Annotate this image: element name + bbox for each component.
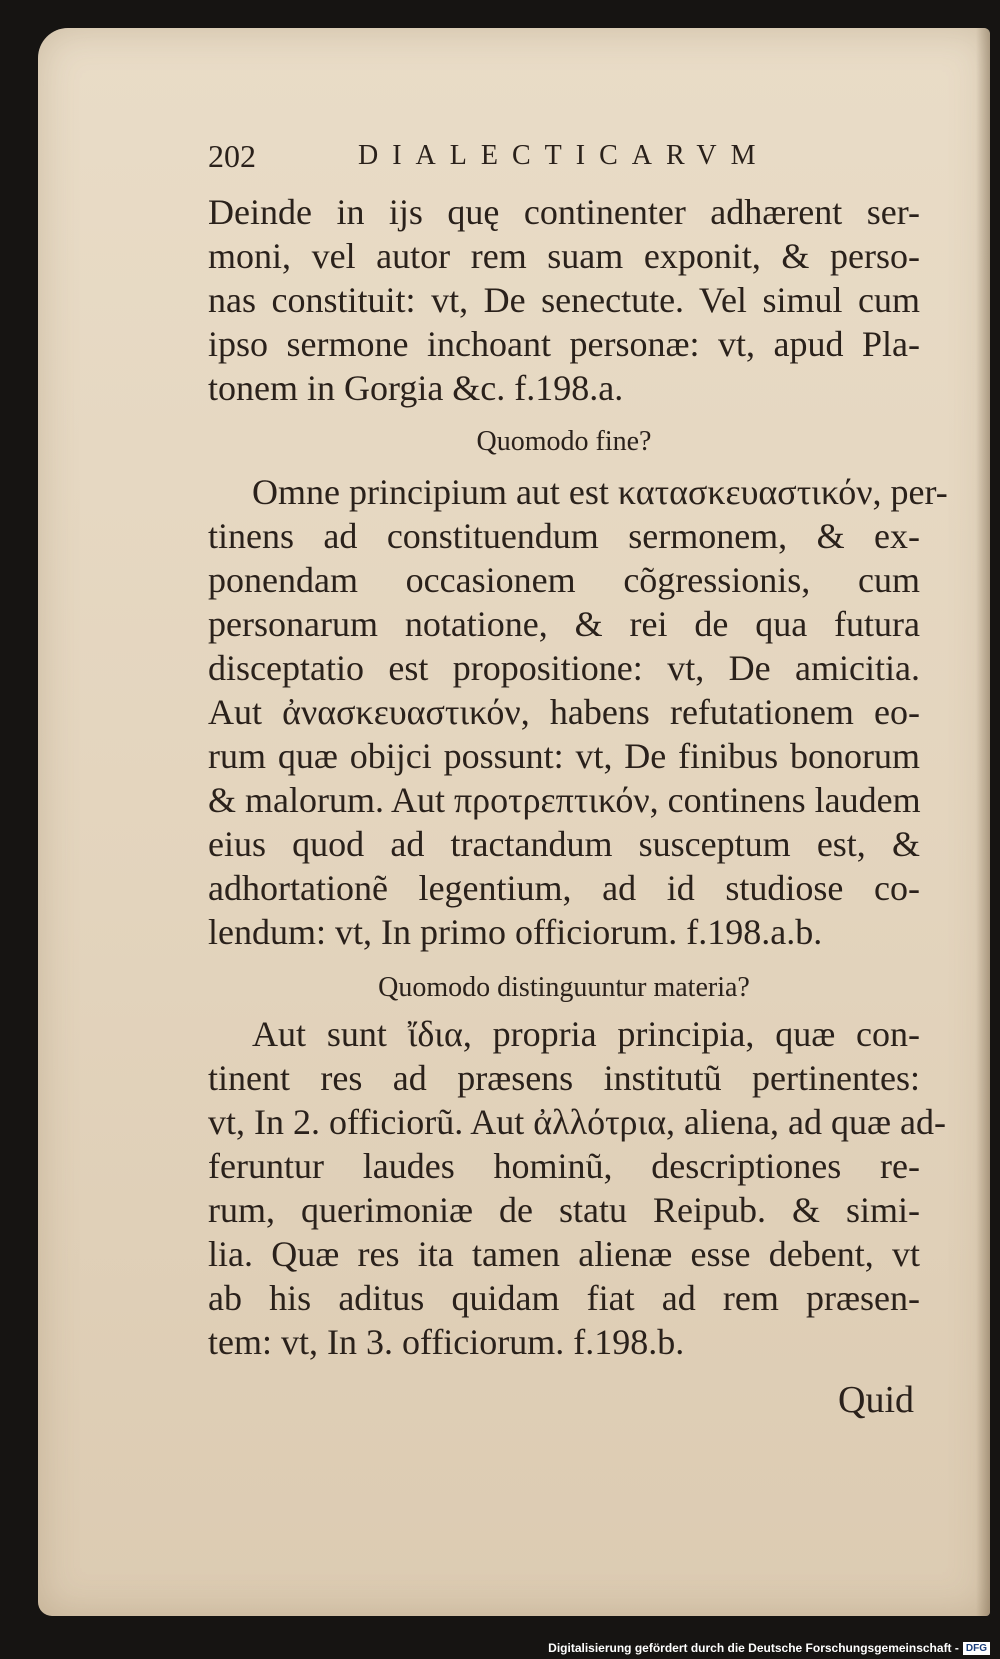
text-line: rum quæ obijci possunt: vt, De finibus bonorum [208, 736, 920, 776]
text-line: lendum: vt, In primo officiorum. f.198.a.b. [208, 912, 823, 952]
text-line: tem: vt, In 3. officiorum. f.198.b. [208, 1322, 685, 1362]
text-line: personarum notatione, & rei de qua futura [208, 604, 920, 644]
text-line: ponendam occasionem cõgressionis, cum [208, 560, 920, 600]
page-number: 202 [208, 138, 256, 174]
text-line: Aut sunt ἴδια, propria principia, quæ con- [252, 1014, 920, 1054]
digitization-credit [548, 1641, 990, 1655]
credit-text: Digitalisierung gefördert durch die Deutsche Forschungsgemeinschaft - [548, 1641, 959, 1655]
text-line: moni, vel autor rem suam exponit, & perso- [208, 236, 920, 276]
text-line: Deinde in ijs quę continenter adhærent ser- [208, 192, 920, 232]
catchword: Quid [838, 1379, 914, 1421]
section-heading: Quomodo fine? [476, 426, 652, 457]
text-line: tonem in Gorgia &c. f.198.a. [208, 368, 624, 408]
text-line: ab his aditus quidam fiat ad rem præsen- [208, 1278, 920, 1318]
text-line: Omne principium aut est κατασκευαστικόν, per- [252, 472, 948, 512]
running-title: DIALECTICARVM [358, 140, 770, 171]
text-line: feruntur laudes hominũ, descriptiones re- [208, 1146, 920, 1186]
text-line: nas constituit: vt, De senectute. Vel simul cum [208, 280, 920, 320]
text-line: tinent res ad præsens institutũ pertinentes: [208, 1058, 920, 1098]
text-line: eius quod ad tractandum susceptum est, & [208, 824, 920, 864]
text-line: vt, In 2. officiorũ. Aut ἀλλότρια, aliena, ad quæ ad- [208, 1102, 946, 1142]
text-line: tinens ad constituendum sermonem, & ex- [208, 516, 920, 556]
page-header [208, 138, 808, 178]
dfg-logo: DFG [963, 1642, 990, 1655]
text-line: & malorum. Aut προτρεπτικόν, continens laudem [208, 780, 921, 820]
section-heading: Quomodo distinguuntur materia? [378, 972, 750, 1003]
page-edge-shadow [976, 28, 990, 1616]
text-line: adhortationẽ legentium, ad id studiose co- [208, 868, 920, 908]
text-line: Aut ἀνασκευαστικόν, habens refutationem eo- [208, 692, 920, 732]
text-line: lia. Quæ res ita tamen alienæ esse debent, vt [208, 1234, 920, 1274]
text-line: ipso sermone inchoant personæ: vt, apud Pla- [208, 324, 920, 364]
text-line: rum, querimoniæ de statu Reipub. & simi- [208, 1190, 920, 1230]
text-line: disceptatio est propositione: vt, De amicitia. [208, 648, 920, 688]
